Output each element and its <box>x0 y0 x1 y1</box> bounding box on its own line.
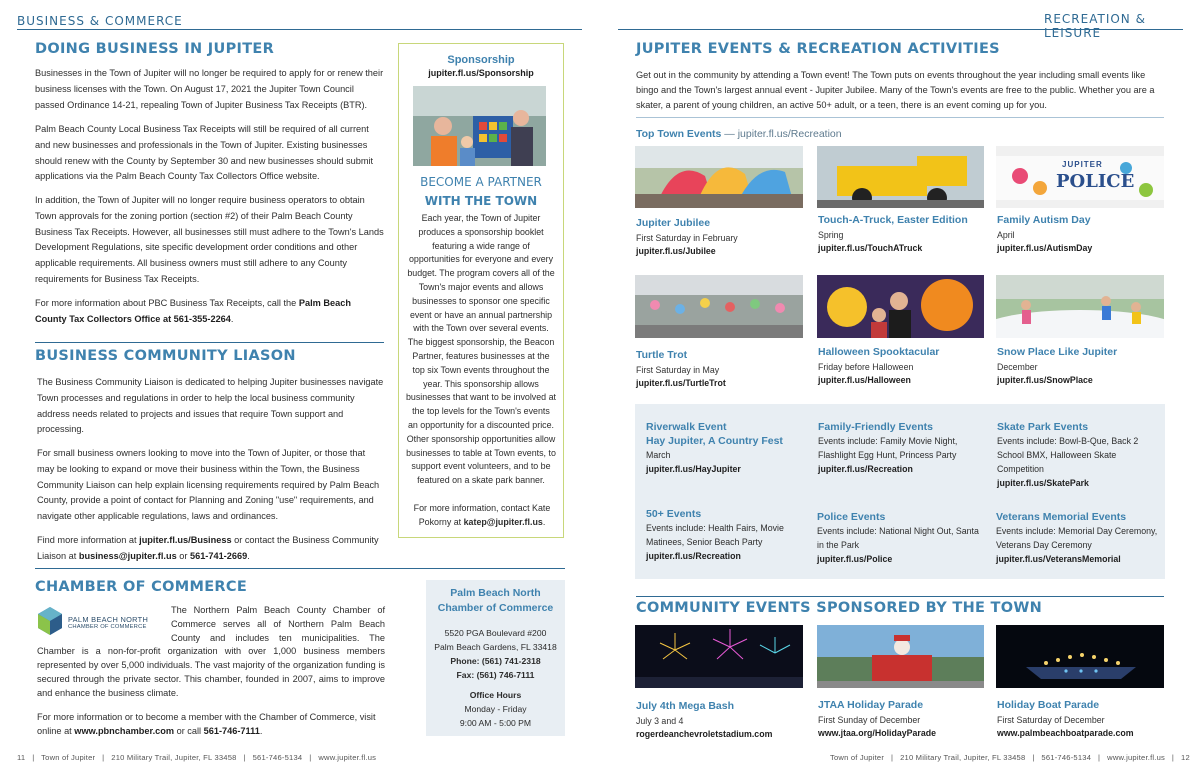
event-card-halloween[interactable] <box>818 346 993 385</box>
panel-url[interactable]: jupiter.fl.us/SkatePark <box>997 478 1089 488</box>
footer-left: 11 | Town of Jupiter | 210 Military Trail, Jupiter, FL 33458 | 561-746-5134 | www.jupiter.fl.us <box>17 753 377 762</box>
doing-business-p2: Palm Beach County Local Business Tax Receipts will still be required of all current and new businesses and professionals in the Town of Jupiter. Existing businesses should renew with the County by September 30 and new businesses should submit applications via the Palm Beach County Tax Collectors Office website. <box>35 124 374 182</box>
liaison-p1: The Business Community Liaison is dedicated to helping Jupiter businesses navigate Town processes and regulations in order to help the local business community address needs related to projects and issues that require Town support and processing. <box>37 377 384 435</box>
doing-business-title: DOING BUSINESS IN JUPITER <box>35 41 275 57</box>
event-when: First Saturday in May <box>636 365 720 375</box>
other-events-panel <box>635 404 1165 579</box>
event-url[interactable]: jupiter.fl.us/TouchATruck <box>818 243 923 253</box>
chamber-p2-mid: or call <box>174 726 204 736</box>
chamber-info-box <box>426 580 565 736</box>
p3-pre: Find more information at <box>37 535 140 545</box>
top-events-url[interactable]: — jupiter.fl.us/Recreation <box>721 128 842 140</box>
event-name: Jupiter Jubilee <box>636 217 711 229</box>
chamber-phone: 561-746-7111 <box>203 726 260 736</box>
panel-desc: Events include: Health Fairs, Movie Matinees, Senior Beach Party <box>646 523 784 547</box>
chamber-logo-line1: PALM BEACH NORTH <box>68 615 149 624</box>
event-url[interactable]: jupiter.fl.us/TurtleTrot <box>636 378 726 388</box>
chamber-addr2: Palm Beach Gardens, FL 33418 <box>434 642 557 652</box>
panel-name: Skate Park Events <box>997 421 1089 433</box>
event-name: July 4th Mega Bash <box>636 700 735 712</box>
autism-day-photo <box>996 146 1164 208</box>
section-tag-business: BUSINESS & COMMERCE <box>17 14 183 28</box>
chamber-fax-line: Fax: (561) 746-7111 <box>456 670 535 680</box>
holiday-parade-photo <box>817 625 984 688</box>
p3-mid: or contact the Business Community Liaison at <box>37 535 379 561</box>
touch-a-truck-photo <box>817 146 984 208</box>
footer-right: Town of Jupiter | 210 Military Trail, Jupiter, FL 33458 | 561-746-5134 | www.jupiter.fl.us | 12 <box>830 753 1190 762</box>
event-when: December <box>997 362 1038 372</box>
sponsorship-box <box>398 43 564 538</box>
contact-pre: For more information, contact Kate Pokorny at <box>413 503 551 527</box>
chamber-addr1: 5520 PGA Boulevard #200 <box>444 628 547 638</box>
contact-post: . <box>542 516 546 527</box>
chamber-p1 <box>37 604 385 701</box>
chamber-p2 <box>37 710 387 738</box>
event-name: Touch-A-Truck, Easter Edition <box>818 214 968 226</box>
hours-days: Monday - Friday <box>464 704 527 714</box>
business-phone: 561-741-2669 <box>189 550 248 561</box>
event-url[interactable]: jupiter.fl.us/Halloween <box>818 375 911 385</box>
rule-intro <box>636 117 1164 118</box>
p4-pre: For more information about PBC Business Tax Receipts, call the <box>35 298 299 308</box>
event-name: Turtle Trot <box>636 349 688 361</box>
hours-time: 9:00 AM - 5:00 PM <box>459 718 532 728</box>
event-name: Holiday Boat Parade <box>997 699 1100 711</box>
panel-item-50plus[interactable] <box>646 507 806 563</box>
rule-chamber <box>35 568 565 569</box>
event-card-turtle-trot[interactable] <box>636 349 806 388</box>
top-events-label <box>636 128 842 140</box>
event-url[interactable]: jupiter.fl.us/Jubilee <box>636 246 716 256</box>
event-when: First Sunday of December <box>818 715 921 725</box>
section-tag-recreation: RECREATION & LEISURE <box>1044 12 1146 40</box>
panel-desc: March <box>646 450 671 460</box>
sponsored-title: COMMUNITY EVENTS SPONSORED BY THE TOWN <box>636 600 1043 616</box>
rule-sponsored <box>636 596 1164 597</box>
event-name: JTAA Holiday Parade <box>818 699 924 711</box>
panel-url[interactable]: jupiter.fl.us/Recreation <box>646 551 741 561</box>
chamber-p1-text: The Northern Palm Beach County Chamber of Commerce serves all of Northern Palm Beach County and includes ten municipalities. The Chamber is a non-for-profit organization with over 1,000 business members represented by over 5,000 individuals. The vast majority of the organization funding is secured through the private sector. This chamber, founded in 2007, aims to improve and enhance the business climate. <box>37 605 385 698</box>
tax-collector-phone: Palm Beach County Tax Collectors Office at 561-355-2264 <box>35 298 351 324</box>
chamber-phone-line: Phone: (561) 741-2318 <box>450 656 541 666</box>
p3-post: . <box>247 550 250 561</box>
event-name: Snow Place Like Jupiter <box>997 346 1118 358</box>
snow-place-photo <box>996 275 1164 338</box>
panel-item-family[interactable] <box>818 420 983 476</box>
chamber-title: CHAMBER OF COMMERCE <box>35 579 248 595</box>
chamber-p2-post: . <box>259 726 263 736</box>
sponsorship-url[interactable]: jupiter.fl.us/Sponsorship <box>428 68 534 78</box>
liaison-p2: For small business owners looking to move into the Town of Jupiter, or those that may be looking to expand or move their business within the Town, the Business Community Liaison can help explain licensing requirements required by Palm Beach County, provide a point of contact for Planning and Zoning "use" requirements, and navigate other applicable regulations, laws and ordinances. <box>37 448 380 522</box>
panel-name: 50+ Events <box>646 508 702 520</box>
rule-liaison <box>35 342 384 343</box>
panel-name: Family-Friendly Events <box>818 421 933 433</box>
panel-item-skate[interactable] <box>997 420 1157 490</box>
police-word-small: JUPITER <box>1062 160 1103 169</box>
event-card-touch-a-truck[interactable] <box>818 214 993 253</box>
hours-title: Office Hours <box>469 690 522 700</box>
panel-item-police[interactable] <box>817 510 982 566</box>
event-when: Spring <box>818 230 844 240</box>
event-name: Family Autism Day <box>997 214 1091 226</box>
sponsorship-heading: Sponsorship <box>447 54 515 66</box>
doing-business-p1: Businesses in the Town of Jupiter will no longer be required to apply for or renew their business licenses with the Town. On August 17, 2021 the Jupiter Town Council passed Ordinance 14-21, repealing Town of Jupiter Business Tax Receipts (BTR). <box>35 68 384 110</box>
event-when: First Saturday in February <box>636 233 738 243</box>
event-when: Friday before Halloween <box>818 362 914 372</box>
chamber-p2-pre: For more information or to become a member with the Chamber of Commerce, visit online at <box>37 712 376 736</box>
business-url[interactable]: jupiter.fl.us/Business <box>139 535 232 545</box>
event-when: First Saturday of December <box>997 715 1105 725</box>
panel-desc: Events include: Family Movie Night, Flashlight Egg Hunt, Princess Party <box>818 436 958 460</box>
event-card-snow-place[interactable] <box>997 346 1165 385</box>
event-card-boat-parade[interactable] <box>997 699 1172 738</box>
event-when: April <box>997 230 1015 240</box>
event-url[interactable]: www.jtaa.org/HolidayParade <box>818 728 936 738</box>
panel-url[interactable]: jupiter.fl.us/HayJupiter <box>646 464 741 474</box>
with-the-town: WITH THE TOWN <box>424 194 538 208</box>
chamber-url[interactable]: www.pbnchamber.com <box>74 726 175 736</box>
event-card-july4[interactable] <box>636 700 806 739</box>
event-name: Halloween Spooktacular <box>818 346 940 358</box>
event-when: July 3 and 4 <box>636 716 684 726</box>
header-rule-left <box>17 29 582 30</box>
panel-name-2: Hay Jupiter, A Country Fest <box>646 435 783 447</box>
panel-url[interactable]: jupiter.fl.us/VeteransMemorial <box>996 554 1121 564</box>
panel-url[interactable]: jupiter.fl.us/Recreation <box>818 464 913 474</box>
events-intro: Get out in the community by attending a Town event! The Town puts on events throughout the year including small events like bingo and the Town's largest annual event - Jupiter Jubilee. Many of the Town's events are free to the public. Whether you are a skater, a parent of young children, an active 50+ adult, or a teen, there is an event coming up for you. <box>636 70 1155 110</box>
event-url[interactable]: www.palmbeachboatparade.com <box>997 728 1134 738</box>
panel-name: Police Events <box>817 511 886 523</box>
business-email[interactable]: business@jupiter.fl.us <box>78 550 177 561</box>
sponsorship-contact <box>407 502 557 530</box>
panel-name: Riverwalk Event <box>646 421 727 433</box>
top-events-title: Top Town Events <box>636 128 722 140</box>
event-card-autism-day[interactable] <box>997 214 1165 253</box>
sponsorship-photo <box>413 86 546 166</box>
chamber-box-name: Palm Beach North Chamber of Commerce <box>437 587 554 614</box>
panel-item-veterans[interactable] <box>996 510 1161 566</box>
panel-item-riverwalk[interactable] <box>646 420 806 476</box>
panel-desc: Events include: National Night Out, Santa in the Park <box>817 526 979 550</box>
panel-name: Veterans Memorial Events <box>996 511 1127 523</box>
become-partner: BECOME A PARTNER <box>420 175 542 189</box>
event-card-jtaa-parade[interactable] <box>818 699 993 738</box>
event-url[interactable]: jupiter.fl.us/SnowPlace <box>997 375 1093 385</box>
events-title: JUPITER EVENTS & RECREATION ACTIVITIES <box>636 41 1000 57</box>
chamber-logo-float <box>37 604 171 644</box>
p4-post: . <box>230 313 234 324</box>
liaison-p3 <box>37 533 387 565</box>
event-card-jubilee[interactable] <box>636 217 806 256</box>
sponsorship-body: Each year, the Town of Jupiter produces a sponsorship booklet featuring a wide range of opportunities for everyone and every budget. The program covers all of the Town's major events and allows businesses to sponsor one specific event or have an annual partnership with the Town over several events. The biggest sponsorship, the Beacon Partner, features businesses at the top six Town events throughout the year. This sponsorship allows businesses that want to be involved at the top levels for the Town's events an opportunity for a discounted price. Other sponsorship opportunities allow businesses to table at Town events, to support event volunteers, and to be featured on a skate park banner. <box>406 213 556 486</box>
event-url[interactable]: rogerdeanchevroletstadium.com <box>636 729 773 739</box>
police-word: POLICE <box>1056 171 1135 192</box>
boat-parade-photo <box>996 625 1164 688</box>
panel-desc: Events include: Memorial Day Ceremony, Veterans Day Ceremony <box>996 526 1158 550</box>
panel-desc: Events include: Bowl-B-Que, Back 2 School BMX, Halloween Skate Competition <box>997 436 1139 474</box>
contact-email[interactable]: katep@jupiter.fl.us <box>463 516 543 527</box>
p3-or: or <box>176 550 190 561</box>
turtle-trot-photo <box>635 275 803 338</box>
fireworks-photo <box>635 625 803 688</box>
doing-business-p3: In addition, the Town of Jupiter will no longer require business operators to obtain Town approvals for the zoning portion (section #2) of their Palm Beach County Business Tax Receipts. However, all businesses still must adhere to the Town's Lands Development Regulations, site specific development order conditions and other applicable requirements. All business owners must still adhere to any County requirements for Business Tax Receipts. <box>35 195 384 284</box>
event-url[interactable]: jupiter.fl.us/AutismDay <box>997 243 1093 253</box>
panel-url[interactable]: jupiter.fl.us/Police <box>817 554 893 564</box>
liaison-title: BUSINESS COMMUNITY LIASON <box>35 348 296 364</box>
halloween-photo <box>817 275 984 338</box>
jubilee-photo <box>635 146 803 208</box>
chamber-logo-line2: CHAMBER OF COMMERCE <box>68 624 147 630</box>
doing-business-p4 <box>35 296 385 328</box>
